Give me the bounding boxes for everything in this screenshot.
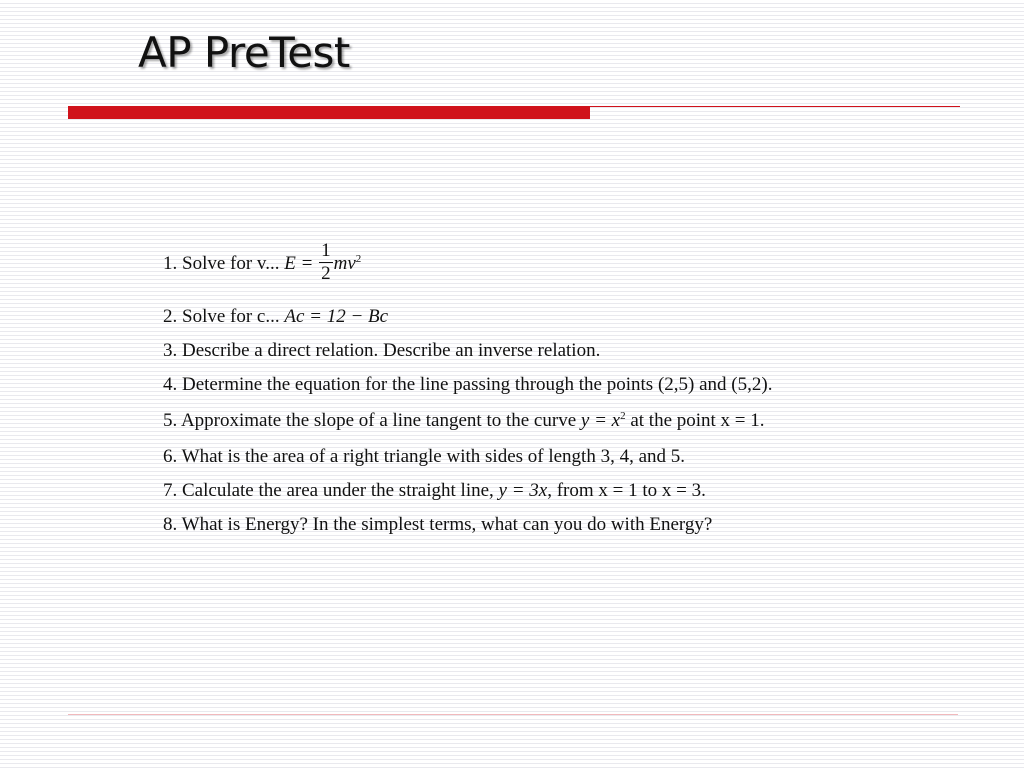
question-7-eq: y = 3x: [498, 480, 548, 501]
question-5: [163, 410, 765, 433]
title-underline-red: [68, 106, 590, 119]
question-7: [163, 480, 706, 503]
question-2-eq: Ac = 12 − Bc: [284, 306, 389, 327]
fraction-numerator: 1: [321, 240, 331, 261]
question-1-exponent: 2: [355, 252, 362, 265]
question-2: [163, 306, 388, 329]
title-underline-thin: [590, 106, 960, 107]
question-1: [163, 242, 361, 287]
question-6: 6. What is the area of a right triangle with sides of length 3, 4, and 5.: [163, 446, 686, 467]
question-5-exponent: 2: [620, 410, 626, 422]
footer-divider: [68, 714, 958, 715]
question-1-lead: 1. Solve for v...: [163, 252, 285, 274]
question-5-eq: y = x: [580, 410, 621, 431]
question-1-eq-left: E =: [284, 252, 319, 274]
fraction-denominator: 2: [321, 263, 331, 284]
question-1-eq-right: mv: [333, 252, 356, 274]
question-2-lead: 2. Solve for c...: [163, 306, 285, 327]
question-8: 8. What is Energy? In the simplest terms, what can you do with Energy?: [163, 514, 713, 535]
question-4: 4. Determine the equation for the line passing through the points (2,5) and (5,2).: [163, 374, 773, 395]
question-5-lead: 5. Approximate the slope of a line tangent to the curve: [163, 410, 581, 431]
fraction: [319, 240, 333, 285]
question-7-tail: , from x = 1 to x = 3.: [547, 480, 706, 501]
slide-title: AP PreTest: [138, 28, 350, 77]
question-7-lead: 7. Calculate the area under the straight line,: [163, 480, 499, 501]
question-3: 3. Describe a direct relation. Describe an inverse relation.: [163, 340, 601, 361]
question-5-tail: at the point x = 1.: [625, 410, 765, 431]
